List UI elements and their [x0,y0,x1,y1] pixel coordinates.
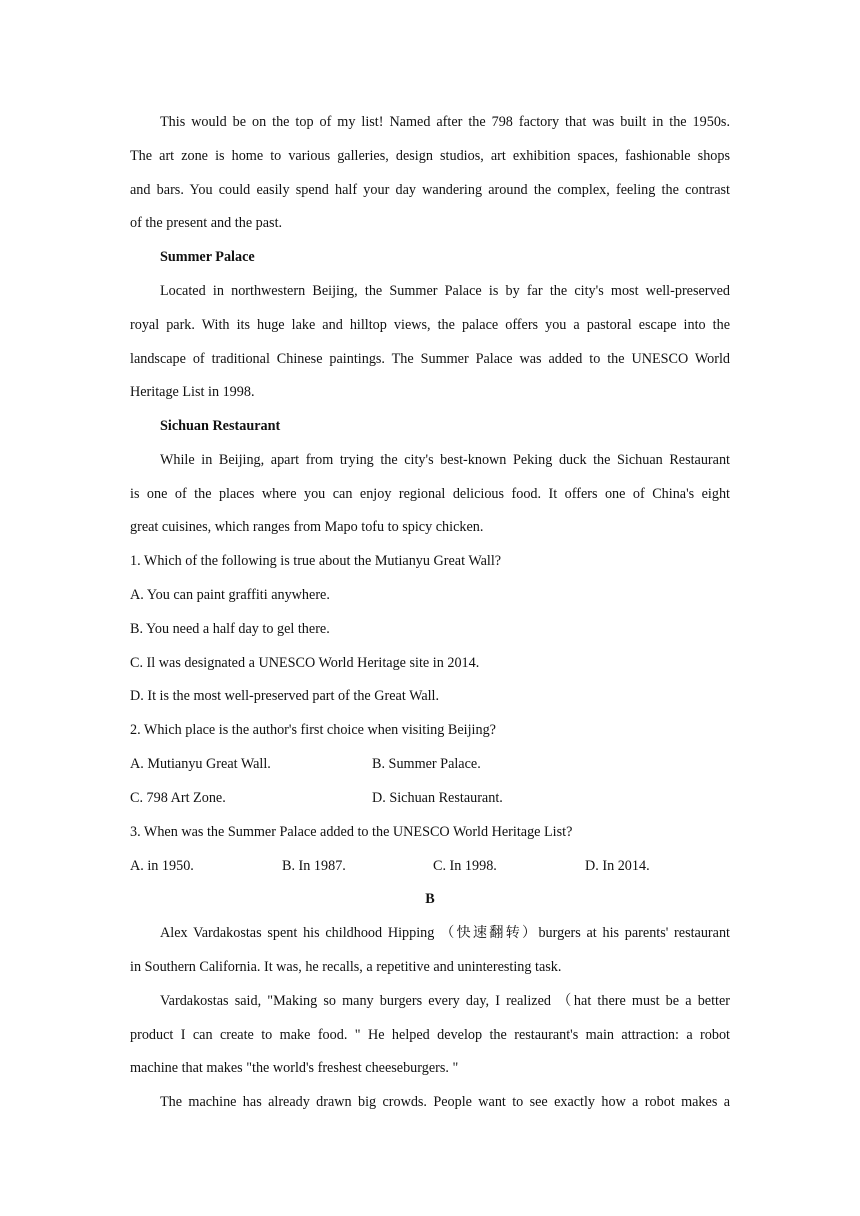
question-1-option-b: B. You need a half day to gel there. [130,621,330,637]
paragraph-line: of the present and the past. [130,215,283,231]
question-2-option-c: C. 798 Art Zone. [130,790,226,806]
question-1-option-d: D. It is the most well-preserved part of the Great Wall. [130,688,440,704]
section-heading-sichuan-restaurant: Sichuan Restaurant [160,418,281,434]
question-3-option-c: C. In 1998. [433,858,497,874]
question-1-option-a: A. You can paint graffiti anywhere. [130,587,330,603]
question-2-option-b: B. Summer Palace. [372,756,481,772]
paragraph-line: Heritage List in 1998. [130,384,255,400]
paragraph-line: in Southern California. It was, he recalls, a repetitive and uninteresting task. [130,959,562,975]
paragraph-line: product I can create to make food. " He helped develop the restaurant's main attraction: a robot [130,1027,730,1043]
paragraph-line: royal park. With its huge lake and hilltop views, the palace offers you a pastoral escape into the [130,317,730,333]
question-3-option-d: D. In 2014. [585,858,650,874]
section-heading-summer-palace: Summer Palace [160,249,255,265]
paragraph-line: great cuisines, which ranges from Mapo tofu to spicy chicken. [130,519,484,535]
question-2-stem: 2. Which place is the author's first choice when visiting Beijing? [130,722,496,738]
paragraph-line: The machine has already drawn big crowds. People want to see exactly how a robot makes a [160,1094,730,1110]
paragraph-line: Alex Vardakostas spent his childhood Hipping （快速翻转）burgers at his parents' restaurant [160,925,730,941]
paragraph-line: is one of the places where you can enjoy regional delicious food. It offers one of China's eight [130,486,730,502]
paragraph-line: Vardakostas said, "Making so many burgers every day, I realized （hat there must be a better [160,993,730,1009]
question-2-option-a: A. Mutianyu Great Wall. [130,756,271,772]
paragraph-line: and bars. You could easily spend half your day wandering around the complex, feeling the contrast [130,182,730,198]
paragraph-line: Located in northwestern Beijing, the Summer Palace is by far the city's most well-preserved [160,283,730,299]
paragraph-line: The art zone is home to various galleries, design studios, art exhibition spaces, fashionable shops [130,148,730,164]
paragraph-line: This would be on the top of my list! Named after the 798 factory that was built in the 1950s. [160,114,730,130]
question-1-option-c: C. Il was designated a UNESCO World Heritage site in 2014. [130,655,480,671]
question-1-stem: 1. Which of the following is true about the Mutianyu Great Wall? [130,553,502,569]
question-3-option-b: B. In 1987. [282,858,346,874]
section-label-b: B [425,891,435,907]
question-3-option-a: A. in 1950. [130,858,194,874]
paragraph-line: landscape of traditional Chinese paintings. The Summer Palace was added to the UNESCO World [130,351,730,367]
question-3-stem: 3. When was the Summer Palace added to the UNESCO World Heritage List? [130,824,573,840]
question-2-option-d: D. Sichuan Restaurant. [372,790,503,806]
paragraph-line: machine that makes "the world's freshest cheeseburgers. " [130,1060,459,1076]
paragraph-line: While in Beijing, apart from trying the city's best-known Peking duck the Sichuan Restaurant [160,452,730,468]
